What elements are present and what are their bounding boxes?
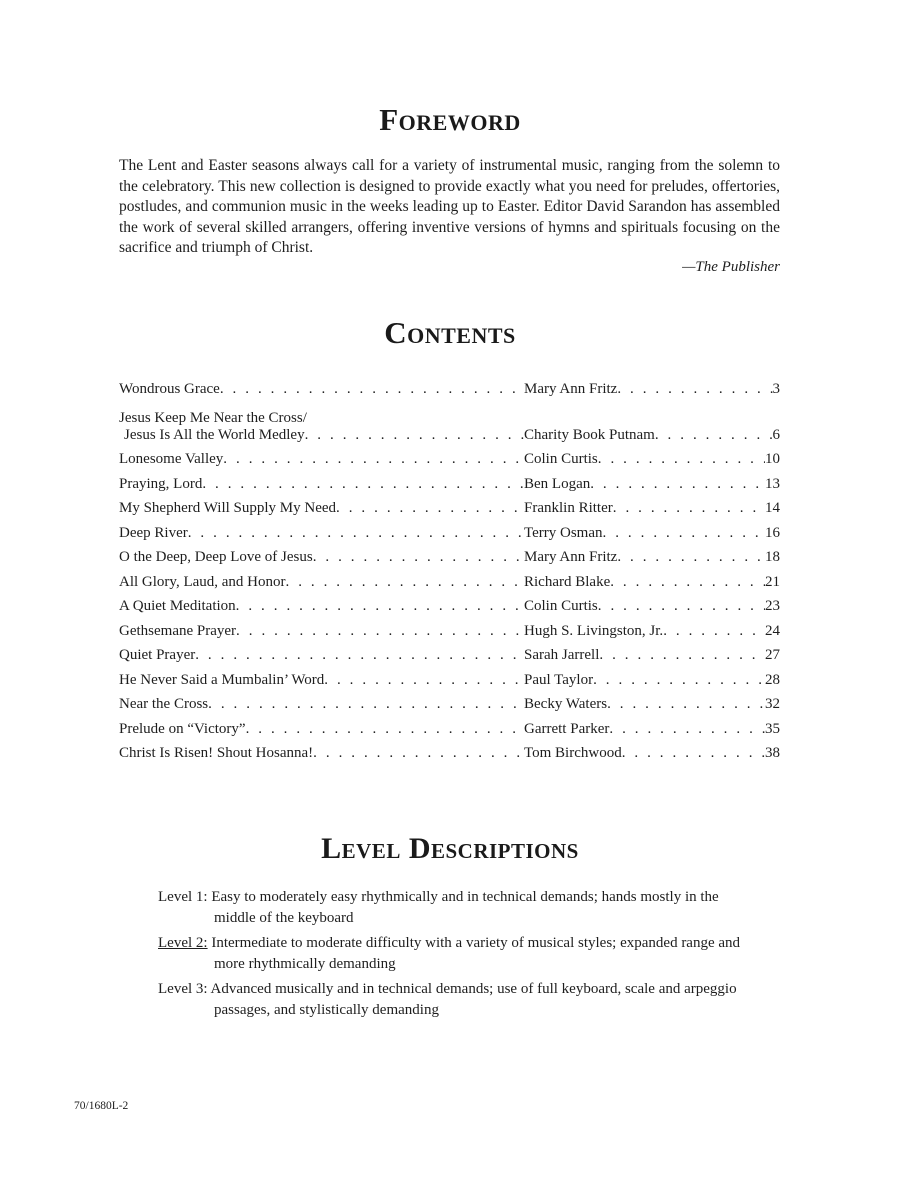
contents-title: Contents	[384, 315, 516, 350]
toc-arranger: Sarah Jarrell	[524, 647, 600, 663]
toc-title: Deep River	[119, 524, 188, 541]
toc-page: 16	[765, 524, 780, 541]
level-text: Easy to moderately easy rhythmically and in technical demands; hands mostly in the middle of the keyboard	[211, 889, 719, 926]
toc-arranger: Richard Blake	[524, 573, 611, 590]
toc-title: Quiet Prayer	[119, 647, 196, 663]
toc-title: My Shepherd Will Supply My Need	[119, 500, 337, 516]
toc-title: Praying, Lord	[119, 475, 203, 492]
toc-arranger: Mary Ann Fritz	[524, 380, 618, 397]
toc-row	[119, 444, 780, 469]
toc-page: 6	[772, 426, 780, 443]
toc-page: 13	[765, 475, 780, 492]
toc-row	[119, 640, 780, 665]
level-item	[158, 979, 758, 1020]
toc-leader	[286, 574, 525, 591]
toc-page: 14	[765, 500, 780, 516]
toc-arranger: Mary Ann Fritz	[524, 549, 618, 565]
table-of-contents	[119, 373, 780, 762]
toc-leader	[236, 623, 524, 640]
toc-title: Prelude on “Victory”	[119, 720, 246, 737]
toc-row	[119, 398, 780, 444]
toc-leader	[609, 721, 765, 738]
toc-title-line1: Jesus Keep Me Near the Cross/	[119, 409, 307, 426]
toc-row	[119, 591, 780, 616]
toc-leader	[617, 549, 765, 566]
toc-page: 10	[765, 451, 780, 467]
toc-leader	[663, 623, 765, 640]
toc-page: 23	[765, 598, 780, 614]
toc-row	[119, 493, 780, 518]
toc-leader	[599, 647, 765, 664]
catalog-number: 70/1680L-2	[74, 1100, 129, 1112]
toc-leader	[313, 549, 524, 566]
toc-page: 38	[765, 745, 780, 761]
toc-title: Jesus Is All the World Medley	[124, 426, 305, 443]
toc-page: 28	[765, 671, 780, 688]
toc-leader	[236, 598, 524, 615]
toc-leader	[613, 500, 765, 517]
toc-leader	[603, 525, 765, 542]
toc-leader	[324, 672, 524, 689]
toc-row	[119, 468, 780, 493]
level-text: Advanced musically and in technical demands; use of full keyboard, scale and arpeggio passages, and stylistically demanding	[210, 981, 737, 1018]
toc-leader	[598, 451, 765, 468]
toc-leader	[188, 525, 524, 542]
toc-row	[119, 689, 780, 714]
toc-arranger: Colin Curtis	[524, 451, 598, 467]
toc-title: Near the Cross	[119, 696, 209, 712]
toc-page: 27	[765, 647, 780, 663]
toc-arranger: Hugh S. Livingston, Jr.	[524, 622, 664, 639]
level-label: Level 1:	[158, 889, 208, 905]
toc-page: 24	[765, 622, 780, 639]
toc-title: Lonesome Valley	[119, 451, 224, 467]
level-item	[158, 933, 758, 974]
toc-row	[119, 566, 780, 591]
toc-leader	[655, 427, 773, 444]
toc-row	[119, 517, 780, 542]
toc-leader	[208, 696, 524, 713]
toc-page: 32	[765, 696, 780, 712]
toc-page: 18	[765, 549, 780, 565]
toc-leader	[617, 381, 772, 398]
toc-leader	[202, 476, 524, 493]
toc-title: A Quiet Meditation	[119, 598, 236, 614]
toc-arranger: Garrett Parker	[524, 720, 610, 737]
toc-leader	[195, 647, 524, 664]
level-item	[158, 887, 758, 928]
level-label: Level 2:	[158, 935, 208, 951]
level-descriptions	[158, 887, 758, 1025]
toc-leader	[607, 696, 765, 713]
toc-leader	[610, 574, 765, 591]
level-label: Level 3:	[158, 981, 208, 997]
toc-leader	[305, 427, 524, 444]
foreword-title: Foreword	[379, 102, 521, 137]
toc-row	[119, 738, 780, 763]
toc-arranger: Colin Curtis	[524, 598, 598, 614]
toc-arranger: Terry Osman	[524, 524, 603, 541]
toc-leader	[220, 381, 524, 398]
toc-leader	[590, 476, 765, 493]
toc-title: Christ Is Risen! Shout Hosanna!	[119, 745, 314, 761]
toc-title: O the Deep, Deep Love of Jesus	[119, 549, 313, 565]
toc-leader	[593, 672, 765, 689]
toc-page: 3	[772, 380, 780, 397]
toc-arranger: Ben Logan	[524, 475, 591, 492]
toc-leader	[246, 721, 524, 738]
foreword-signature: —The Publisher	[682, 259, 780, 275]
toc-arranger: Charity Book Putnam	[524, 426, 655, 443]
levels-title: Level Descriptions	[321, 832, 579, 865]
toc-page: 35	[765, 720, 780, 737]
toc-leader	[598, 598, 765, 615]
toc-arranger: Becky Waters	[524, 696, 608, 712]
toc-arranger: Tom Birchwood	[524, 745, 622, 761]
toc-row	[119, 615, 780, 640]
level-text: Intermediate to moderate difficulty with a variety of musical styles; expanded range and more rhythmically demanding	[211, 935, 741, 972]
toc-page: 21	[765, 573, 780, 590]
toc-leader	[313, 745, 524, 762]
toc-title: Wondrous Grace	[119, 380, 220, 397]
toc-title: All Glory, Laud, and Honor	[119, 573, 286, 590]
toc-arranger: Paul Taylor	[524, 671, 594, 688]
toc-leader	[223, 451, 524, 468]
foreword-body: The Lent and Easter seasons always call for a variety of instrumental music, ranging from the solemn to the celebratory. This new collection is designed to provide exactly what you need for preludes, offertories, postludes, and communion music in the weeks leading up to Easter. Editor David Sarandon has assembled the work of several skilled arrangers, offering inventive versions of hymns and spirituals focusing on the sacrifice and triumph of Christ.	[119, 157, 780, 257]
toc-arranger: Franklin Ritter	[524, 500, 613, 516]
toc-leader	[336, 500, 524, 517]
toc-row	[119, 713, 780, 738]
toc-title: He Never Said a Mumbalin’ Word	[119, 671, 325, 688]
toc-row	[119, 373, 780, 398]
toc-row	[119, 664, 780, 689]
toc-title: Gethsemane Prayer	[119, 622, 237, 639]
toc-leader	[622, 745, 765, 762]
toc-row	[119, 542, 780, 567]
